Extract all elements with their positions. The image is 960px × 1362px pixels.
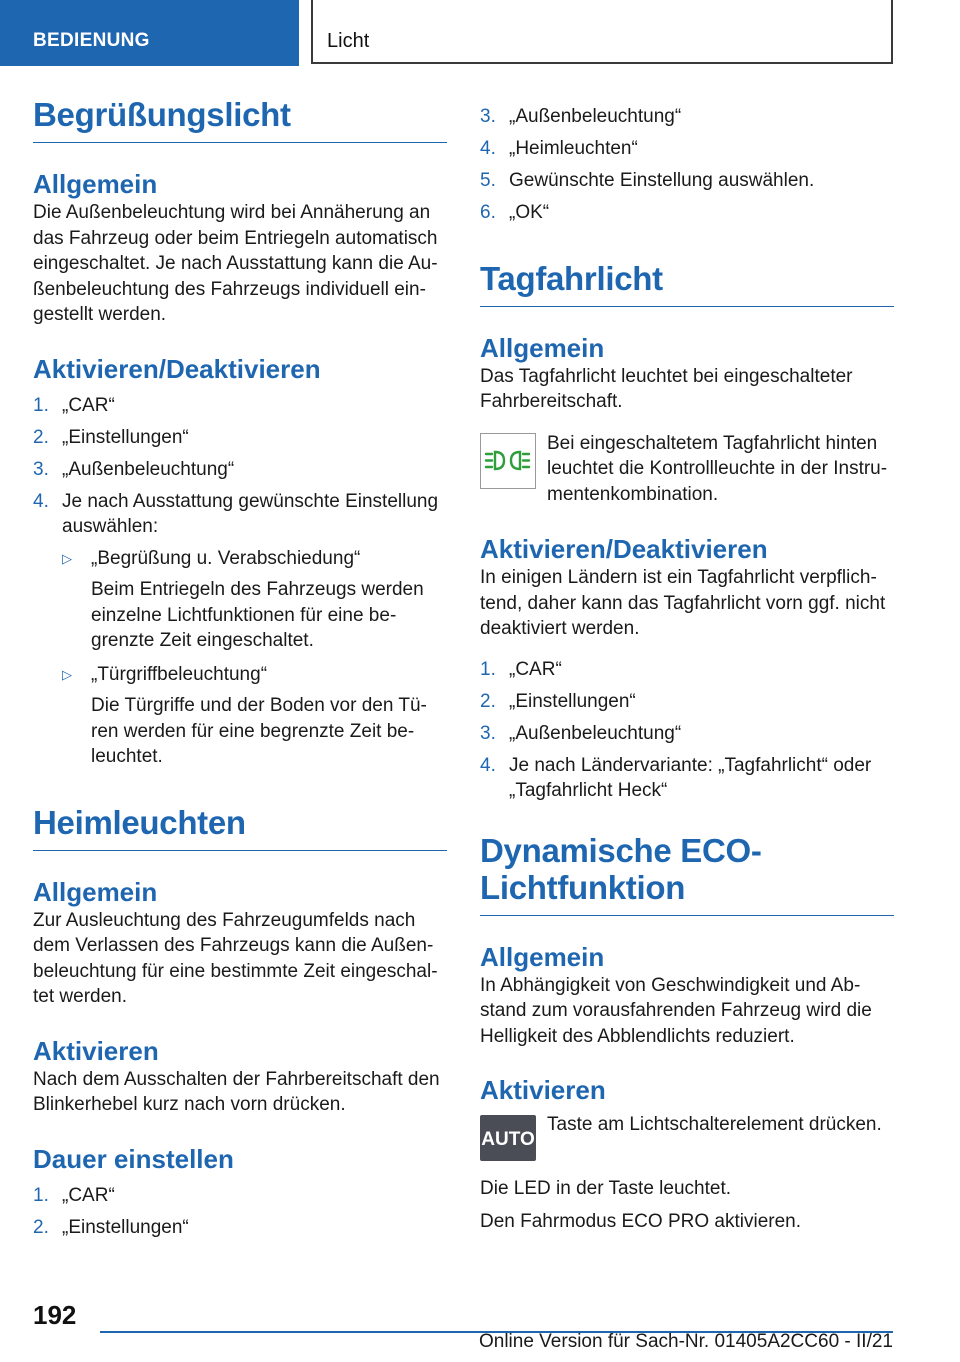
list-item [33,1215,447,1241]
option-item [62,662,447,770]
list-item [480,136,894,162]
step-number: 1. [33,394,49,416]
step-text: „Heimleuchten“ [509,138,638,159]
section-tab [0,0,299,66]
paragraph-allgemein: Zur Ausleuchtung des Fahrzeugumfelds nach dem Verlassen des Fahrzeugs kann die Außenbeleuchtung für eine bestimmte Zeit eingeschaltet werden. [33,909,438,1007]
heading-dauer-einstellen: Dauer einstellen [33,1143,234,1174]
indicator-note [480,431,894,508]
title-line: Dynamische ECO- [480,831,762,869]
indicator-description: Bei eingeschaltetem Tagfahrlicht hinten leuchtet die Kontrollleuchte in der Instrumentenkombination. [547,432,888,505]
triangle-bullet-icon: ▷ [62,666,72,682]
heading-aktivieren: Aktivieren [33,1035,159,1066]
list-item [480,104,894,130]
title-line: Lichtfunktion [480,868,686,906]
step-number: 2. [480,690,496,712]
heading-allgemein: Allgemein [33,169,158,199]
list-item [480,689,894,715]
list-item [33,489,447,770]
step-text: „CAR“ [509,658,562,680]
heading-aktivieren: Aktivieren [480,1075,606,1105]
heading-allgemein: Allgemein [480,332,605,363]
option-label: „Begrüßung u. Verabschiedung“ [91,547,361,569]
paragraph-allgemein: In Abhängigkeit von Geschwindigkeit und Abstand zum vorausfahrenden Fahrzeug wird die Helligkeit des Abblendlichts reduziert. [480,974,872,1047]
step-number: 4. [480,138,496,159]
step-text: „Einstellungen“ [62,1216,189,1238]
step-number: 3. [480,722,496,744]
heading-aktivieren-deaktivieren: Aktivieren/Deaktivieren [33,353,321,384]
step-number: 1. [33,1184,49,1206]
heading-aktivieren-deaktivieren: Aktivieren/Deaktivieren [480,534,768,564]
paragraph-allgemein: Die Außenbeleuchtung wird bei Annäherung an das Fahrzeug oder beim Entriegeln automatisch eingeschaltet. Je nach Ausstattung kann die Außenbeleuchtung des Fahrzeugs individuell eingestellt werden. [33,202,438,325]
step-number: 5. [480,170,496,191]
step-number: 4. [480,754,496,776]
option-item [62,546,447,654]
right-column [480,104,894,1234]
step-text: „CAR“ [62,394,115,416]
step-text: „Außenbeleuchtung“ [509,106,682,127]
steps-list [33,1183,447,1241]
online-version-note: Online Version für Sach-Nr. 01405A2CC60 - II/21 [478,1331,893,1352]
step-text: Gewünschte Einstellung auswählen. [509,170,815,191]
section-title-begruessungslicht: Begrüßungslicht [33,96,447,143]
heading-allgemein: Allgemein [480,941,605,972]
paragraph-aktivieren: In einigen Ländern ist ein Tagfahrlicht verpflichtend, daher kann das Tagfahrlicht vorn ggf. nicht deaktiviert werden. [480,567,886,639]
list-item [33,457,447,483]
step-number: 6. [480,202,496,223]
list-item [33,393,447,419]
step-text: „Außenbeleuchtung“ [62,458,235,480]
step-number: 2. [33,426,49,448]
chapter-label: Licht [327,30,370,52]
section-label: BEDIENUNG [33,30,150,51]
step-number: 3. [33,458,49,480]
option-description: Die Türgriffe und der Boden vor den Türen werden für eine begrenzte Zeit beleuchtet. [91,695,427,767]
list-item [480,753,894,804]
list-item [33,1183,447,1209]
step-text: Je nach Ländervariante: „Tagfahrlicht“ oder „Tagfahrlicht Heck“ [509,754,872,801]
step-text: „Einstellungen“ [509,690,636,712]
list-item [480,657,894,683]
auto-button-note [480,1112,894,1161]
auto-button-icon [480,1115,536,1161]
heading-allgemein: Allgemein [33,876,158,907]
paragraph-eco-pro: Den Fahrmodus ECO PRO aktivieren. [480,1210,802,1232]
paragraph-allgemein: Das Tagfahrlicht leuchtet bei eingeschalteter Fahrbereitschaft. [480,365,853,412]
step-number: 4. [33,490,49,512]
chapter-tab [311,0,893,64]
list-item [33,425,447,451]
section-title-eco-licht [480,832,894,916]
step-text: „OK“ [509,202,550,223]
list-item [480,200,894,226]
left-column [33,96,447,1247]
page-number: 192 [33,1300,77,1330]
step-number: 2. [33,1216,49,1238]
triangle-bullet-icon: ▷ [62,550,72,566]
steps-list-continued [480,104,894,226]
steps-list [480,657,894,804]
options-list [62,546,447,770]
step-number: 3. [480,106,496,127]
steps-list [33,393,447,770]
paragraph-aktivieren: Nach dem Ausschalten der Fahrbereitschaft den Blinkerhebel kurz nach vorn drücken. [33,1068,440,1115]
step-text: „Einstellungen“ [62,426,189,448]
step-number: 1. [480,658,496,680]
daytime-running-light-icon [480,433,536,489]
step-text: „CAR“ [62,1184,115,1206]
auto-label: AUTO [481,1129,535,1150]
step-text: „Außenbeleuchtung“ [509,722,682,744]
option-description: Beim Entriegeln des Fahrzeugs werden einzelne Lichtfunktionen für eine begrenzte Zeit eingeschaltet. [91,579,424,651]
step-text: Je nach Ausstattung gewünschte Einstellung auswählen: [62,490,439,537]
section-title-heimleuchten: Heimleuchten [33,804,447,851]
option-label: „Türgriffbeleuchtung“ [91,663,268,685]
list-item [480,168,894,194]
section-title-tagfahrlicht: Tagfahrlicht [480,260,894,307]
paragraph-led: Die LED in der Taste leuchtet. [480,1178,732,1199]
list-item [480,721,894,747]
auto-button-description: Taste am Lichtschalterelement drücken. [547,1114,882,1135]
